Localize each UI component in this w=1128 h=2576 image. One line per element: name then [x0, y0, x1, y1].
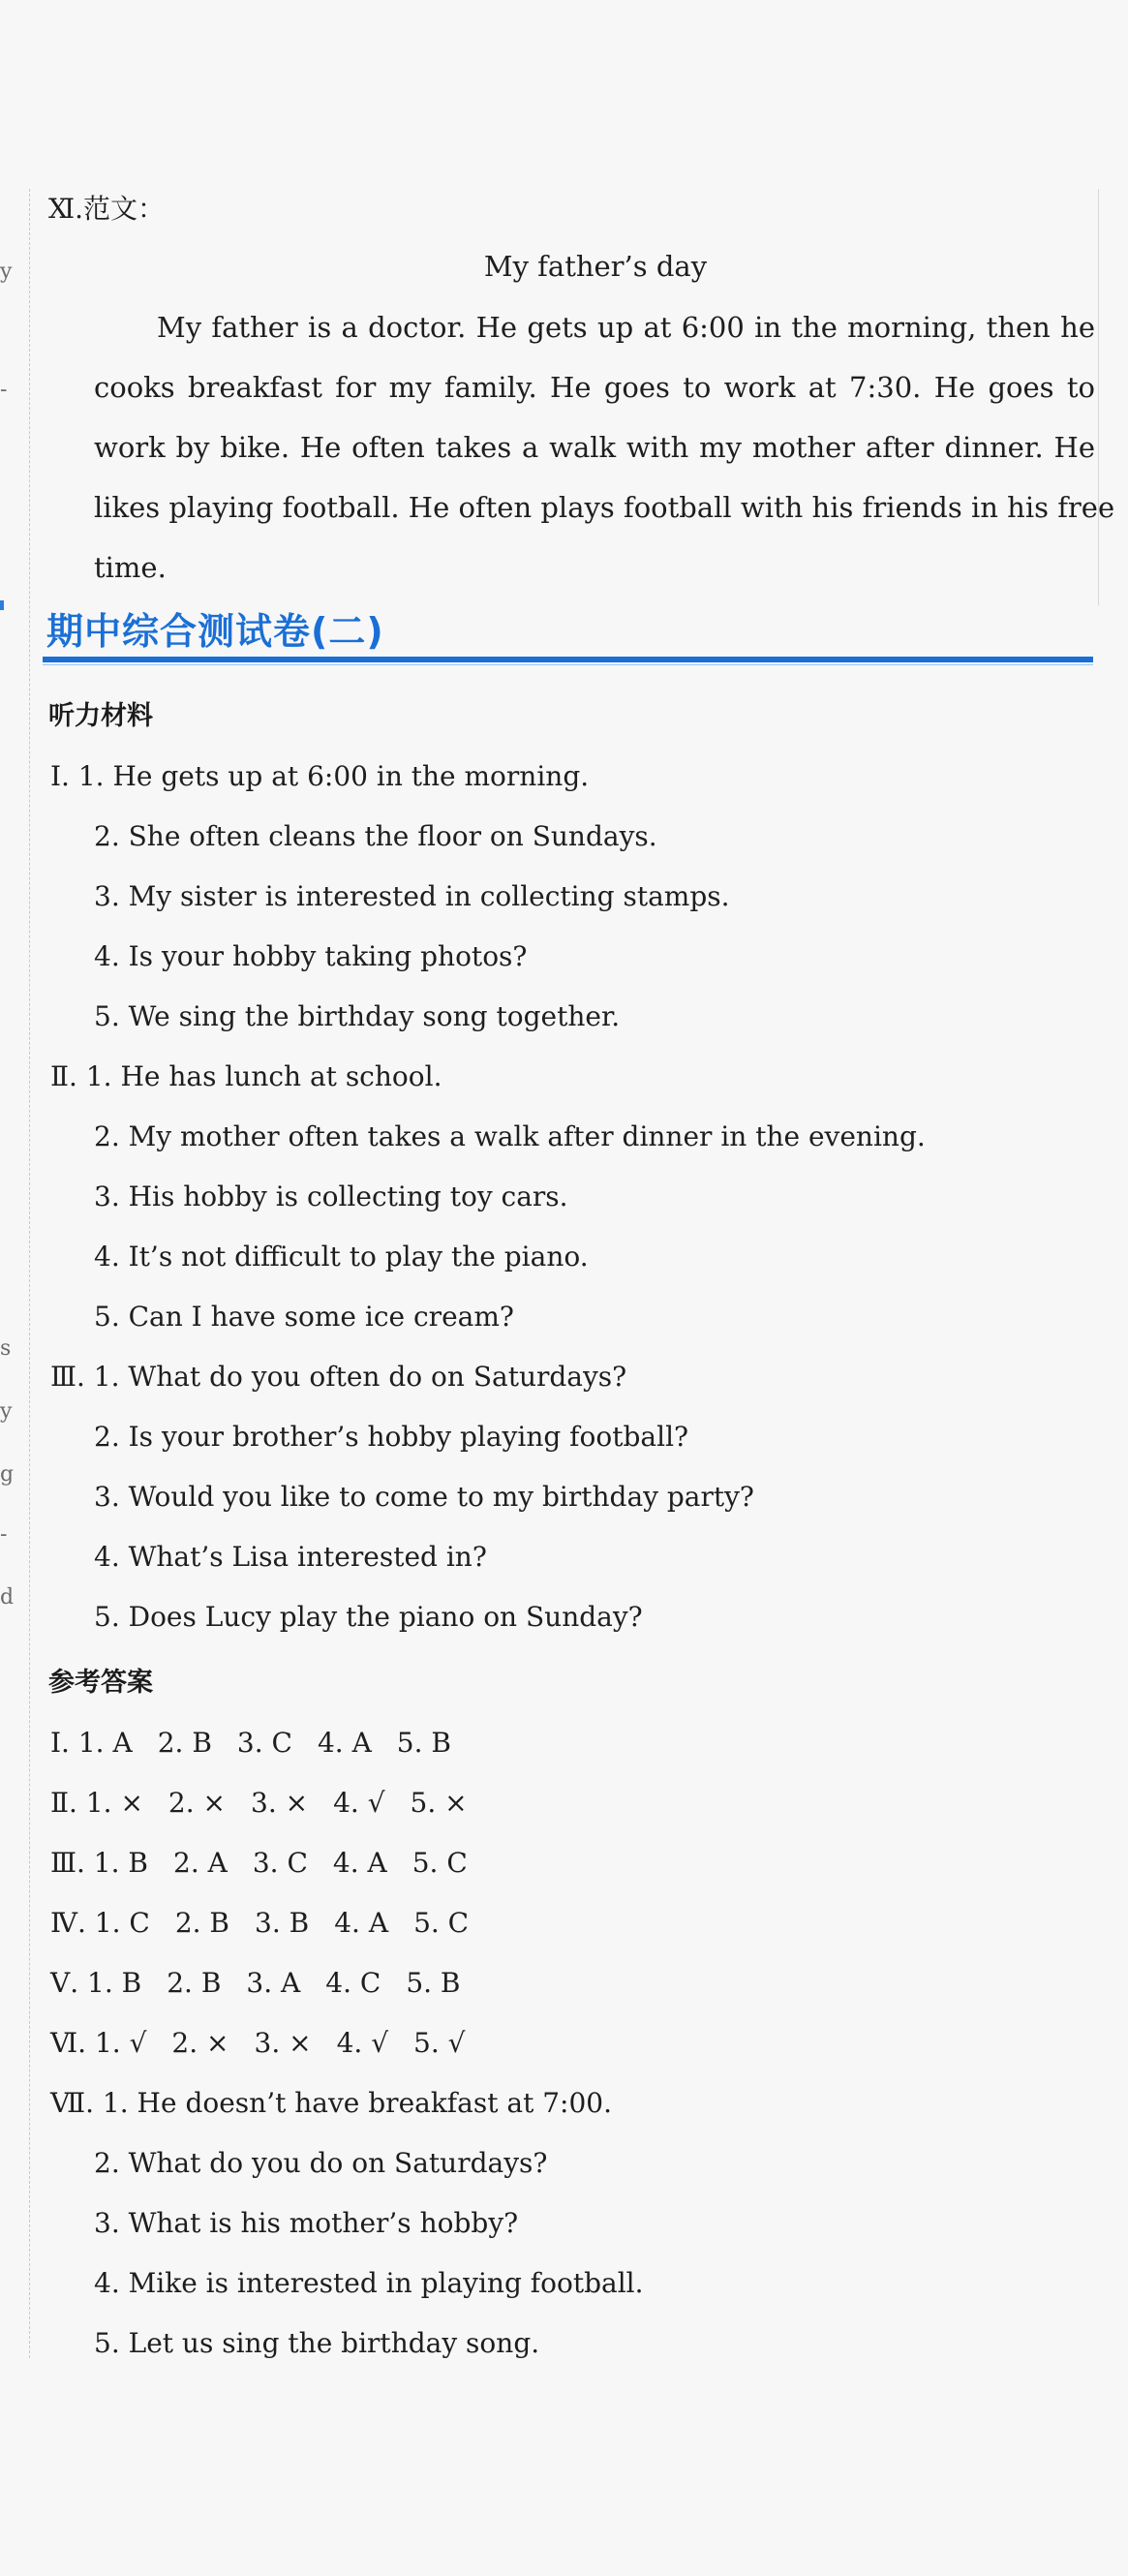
margin-glyph: - [0, 378, 8, 402]
essay-line: time. [94, 551, 167, 584]
answer-cell: 4. A [317, 1727, 372, 1759]
listening-line: Ⅱ. 1. He has lunch at school. [50, 1060, 442, 1092]
answer-sentence: 4. Mike is interested in playing football. [94, 2267, 644, 2299]
essay-line: My father is a doctor. He gets up at 6:00 in the morning, then he [157, 311, 1095, 344]
answer-cell: 2. × [168, 1787, 226, 1819]
listening-line: 4. Is your hobby taking photos? [94, 940, 528, 972]
answer-cell: 4. √ [333, 1787, 385, 1819]
listening-line: 5. Does Lucy play the piano on Sunday? [94, 1601, 643, 1633]
answer-row [50, 2024, 491, 2063]
answer-sentence: 2. What do you do on Saturdays? [94, 2147, 548, 2179]
listening-line: 5. Can I have some ice cream? [94, 1301, 514, 1333]
title-rule-thin [43, 664, 1093, 665]
answer-row [50, 1844, 493, 1883]
answer-cell: Ⅰ. 1. A [50, 1727, 133, 1759]
margin-dashed-line [29, 189, 30, 2358]
margin-glyph: s [0, 1336, 12, 1361]
answer-row [50, 1784, 493, 1823]
title-rule [43, 657, 1093, 662]
answer-cell: 3. C [252, 1847, 308, 1879]
answer-cell: 3. × [251, 1787, 309, 1819]
answer-cell: Ⅵ. 1. √ [50, 2027, 147, 2059]
answer-cell: 4. √ [336, 2027, 389, 2059]
essay-line: work by bike. He often takes a walk with my mother after dinner. He [94, 431, 1095, 464]
answer-cell: 4. A [332, 1847, 387, 1879]
answer-row [50, 1964, 486, 2003]
answer-cell: 3. C [236, 1727, 292, 1759]
answer-cell: 4. C [325, 1967, 381, 1999]
essay-section-label: Ⅺ.范文： [48, 193, 166, 225]
listening-line: 2. My mother often takes a walk after dinner in the evening. [94, 1120, 926, 1152]
answer-sentence: 3. What is his mother’s hobby? [94, 2207, 519, 2239]
answer-cell: 5. B [406, 1967, 461, 1999]
answer-cell: 2. A [173, 1847, 228, 1879]
listening-line: 4. What’s Lisa interested in? [94, 1541, 487, 1573]
answer-cell: 3. × [254, 2027, 312, 2059]
answer-cell: 5. √ [413, 2027, 466, 2059]
listening-line: 3. Would you like to come to my birthday party? [94, 1481, 754, 1513]
margin-glyph: y [0, 1399, 13, 1424]
answers-heading: 参考答案 [48, 1668, 153, 1698]
listening-line: Ⅰ. 1. He gets up at 6:00 in the morning. [50, 760, 590, 792]
listening-heading: 听力材料 [48, 701, 153, 731]
essay-title: My father’s day [483, 250, 708, 283]
answer-cell: Ⅱ. 1. × [50, 1787, 143, 1819]
answer-cell: 2. B [167, 1967, 222, 1999]
answer-sentence: 5. Let us sing the birthday song. [94, 2327, 540, 2359]
listening-line: Ⅲ. 1. What do you often do on Saturdays? [50, 1361, 627, 1393]
answer-cell: 5. C [413, 1907, 470, 1939]
answer-cell: Ⅴ. 1. B [50, 1967, 142, 1999]
listening-line: 3. My sister is interested in collecting stamps. [94, 880, 730, 912]
essay-line: likes playing football. He often plays football with his friends in his free [94, 491, 1115, 524]
answer-cell: 2. × [171, 2027, 229, 2059]
listening-line: 4. It’s not difficult to play the piano. [94, 1241, 589, 1273]
test-title: 期中综合测试卷(二) [46, 610, 384, 653]
listening-line: 3. His hobby is collecting toy cars. [94, 1181, 568, 1212]
listening-line: 5. We sing the birthday song together. [94, 1000, 621, 1032]
margin-glyph: g [0, 1462, 15, 1487]
answer-cell: Ⅲ. 1. B [50, 1847, 148, 1879]
margin-blue-mark [0, 600, 4, 610]
answer-row [50, 1724, 476, 1763]
margin-glyph: y [0, 260, 13, 284]
answer-row [50, 1904, 494, 1943]
essay-line: cooks breakfast for my family. He goes to work at 7:30. He goes to [94, 371, 1095, 404]
answer-cell: 3. A [246, 1967, 301, 1999]
answer-cell: 5. B [396, 1727, 451, 1759]
answer-cell: 4. A [334, 1907, 389, 1939]
answer-cell: 2. B [157, 1727, 212, 1759]
answer-sentence: Ⅶ. 1. He doesn’t have breakfast at 7:00. [50, 2087, 613, 2119]
answer-cell: 2. B [174, 1907, 230, 1939]
listening-line: 2. Is your brother’s hobby playing football? [94, 1421, 689, 1453]
answer-cell: 3. B [255, 1907, 310, 1939]
margin-glyph: d [0, 1585, 15, 1610]
answer-cell: 5. C [412, 1847, 468, 1879]
margin-glyph: - [0, 1522, 8, 1547]
listening-line: 2. She often cleans the floor on Sundays. [94, 820, 657, 852]
answer-cell: Ⅳ. 1. C [50, 1907, 150, 1939]
answer-cell: 5. × [410, 1787, 468, 1819]
